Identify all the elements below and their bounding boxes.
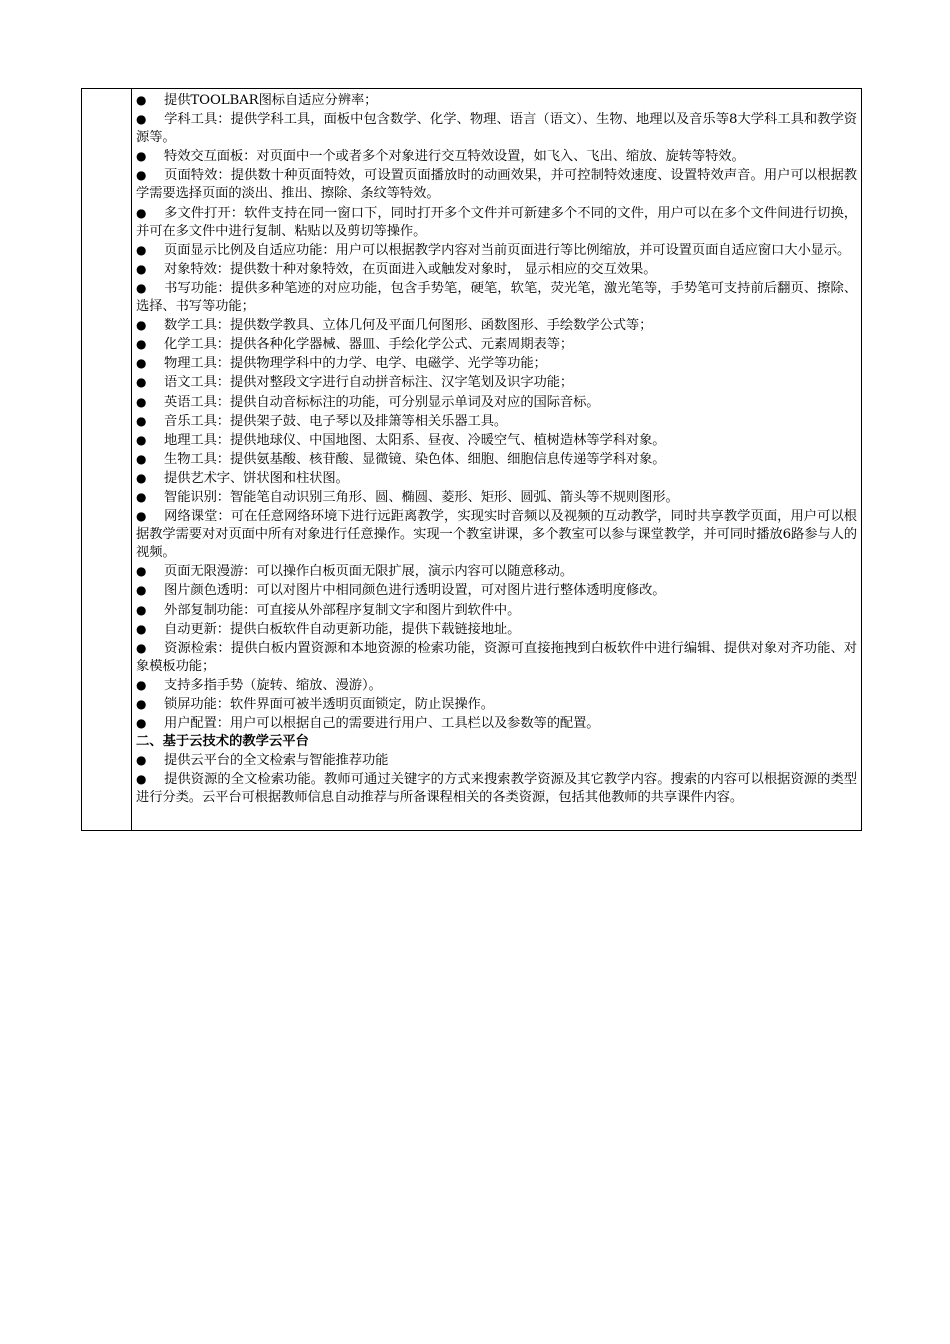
list-item-text: 页面无限漫游：可以操作白板页面无限扩展，演示内容可以随意移动。 bbox=[164, 564, 574, 580]
list-item-text: 支持多指手势（旋转、缩放、漫游）。 bbox=[164, 677, 382, 693]
bullet-icon: ● bbox=[136, 318, 147, 333]
list-item-text: 书写功能：提供多种笔迹的对应功能，包含手势笔，硬笔，软笔，荧光笔，激光笔等，手势笔可支持前后翻页、擦除、选择、书写等功能； bbox=[136, 280, 857, 315]
bullet-icon: ● bbox=[136, 375, 147, 390]
column-divider bbox=[131, 89, 132, 830]
list-item-text: 生物工具：提供氨基酸、核苷酸、显微镜、染色体、细胞、细胞信息传递等学科对象。 bbox=[164, 451, 666, 467]
bullet-icon: ● bbox=[136, 697, 147, 711]
list-item-text: 对象特效：提供数十种对象特效，在页面进入或触发对象时， 显示相应的交互效果。 bbox=[164, 261, 657, 277]
bullet-icon: ● bbox=[136, 205, 147, 220]
list-item bbox=[136, 110, 857, 147]
list-item-text: 自动更新：提供白板软件自动更新功能，提供下载链接地址。 bbox=[164, 621, 521, 637]
bullet-icon: ● bbox=[136, 772, 147, 787]
bullet-icon: ● bbox=[136, 280, 147, 295]
list-item-text: 英语工具：提供自动音标标注的功能，可分别显示单词及对应的国际音标。 bbox=[164, 394, 600, 410]
bullet-icon: ● bbox=[136, 564, 147, 579]
list-item bbox=[136, 354, 857, 373]
list-item-text: 提供艺术字、饼状图和柱状图。 bbox=[164, 470, 349, 486]
list-item bbox=[136, 204, 857, 241]
list-item bbox=[136, 335, 857, 354]
bullet-icon: ● bbox=[136, 149, 147, 164]
section-heading: 二、基于云技术的教学云平台 bbox=[136, 734, 309, 750]
bullet-icon: ● bbox=[136, 489, 147, 504]
bullet-icon: ● bbox=[136, 168, 147, 183]
list-item bbox=[136, 601, 857, 620]
bullet-icon: ● bbox=[136, 242, 147, 257]
list-item-text: 提供云平台的全文检索与智能推荐功能 bbox=[164, 753, 389, 769]
bullet-icon: ● bbox=[136, 356, 147, 371]
bullet-icon: ● bbox=[136, 621, 147, 636]
bullet-icon: ● bbox=[136, 112, 147, 127]
bullet-icon: ● bbox=[136, 451, 147, 466]
list-item-text: 智能识别：智能笔自动识别三角形、圆、椭圆、菱形、矩形、圆弧、箭头等不规则图形。 bbox=[164, 489, 679, 505]
bullet-icon: ● bbox=[136, 602, 147, 617]
list-item bbox=[136, 91, 857, 110]
bullet-icon: ● bbox=[136, 640, 147, 655]
list-item bbox=[136, 412, 857, 431]
list-item-text: 化学工具：提供各种化学器械、器皿、手绘化学公式、元素周期表等； bbox=[164, 337, 574, 353]
list-item-text: 外部复制功能：可直接从外部程序复制文字和图片到软件中。 bbox=[164, 602, 521, 618]
list-item bbox=[136, 241, 857, 260]
list-item-text: 地理工具：提供地球仪、中国地图、太阳系、昼夜、冷暖空气、植树造林等学科对象。 bbox=[164, 432, 666, 448]
list-item bbox=[136, 714, 857, 733]
list-item-text: 物理工具：提供物理学科中的力学、电学、电磁学、光学等功能； bbox=[164, 356, 547, 372]
list-item-text: 学科工具：提供学科工具，面板中包含数学、化学、物理、语言（语文）、生物、地理以及音乐等8大学科工具和教学资源等。 bbox=[136, 112, 857, 146]
list-item bbox=[136, 260, 857, 279]
list-item bbox=[136, 676, 857, 695]
bullet-icon: ● bbox=[136, 716, 147, 731]
list-item-text: 提供资源的全文检索功能。教师可通过关键字的方式来搜索教学资源及其它教学内容。搜索的内容可以根据资源的类型进行分类。云平台可根据教师信息自动推荐与所备课程相关的各类资源，包括其他教师的共享课件内容。 bbox=[136, 772, 857, 806]
spec-content bbox=[136, 91, 857, 808]
list-item bbox=[136, 393, 857, 412]
bullet-icon: ● bbox=[136, 337, 147, 352]
list-item bbox=[136, 450, 857, 469]
bullet-icon: ● bbox=[136, 583, 147, 598]
list-item bbox=[136, 279, 857, 316]
bullet-icon: ● bbox=[136, 470, 147, 485]
list-item bbox=[136, 695, 857, 714]
list-item-text: 锁屏功能：软件界面可被半透明页面锁定，防止误操作。 bbox=[164, 697, 494, 712]
bullet-icon: ● bbox=[136, 677, 147, 692]
bullet-icon: ● bbox=[136, 432, 147, 447]
list-item-text: 资源检索：提供白板内置资源和本地资源的检索功能，资源可直接拖拽到白板软件中进行编辑、提供对象对齐功能、对象模板功能； bbox=[136, 640, 857, 674]
list-item bbox=[136, 639, 857, 676]
list-item-text: 页面特效：提供数十种页面特效，可设置页面播放时的动画效果，并可控制特效速度、设置特效声音。用户可以根据教学需要选择页面的淡出、推出、擦除、条纹等特效。 bbox=[136, 168, 857, 202]
list-item-text: 音乐工具：提供架子鼓、电子琴以及排箫等相关乐器工具。 bbox=[164, 413, 508, 429]
list-item bbox=[136, 316, 857, 335]
list-item-text: 特效交互面板：对页面中一个或者多个对象进行交互特效设置，如飞入、飞出、缩放、旋转等特效。 bbox=[164, 149, 745, 165]
bullet-icon: ● bbox=[136, 753, 147, 768]
list-item-text: 用户配置：用户可以根据自己的需要进行用户、工具栏以及参数等的配置。 bbox=[164, 716, 600, 732]
list-item bbox=[136, 581, 857, 600]
list-item-text: 提供TOOLBAR图标自适应分辨率； bbox=[164, 93, 378, 108]
list-item bbox=[136, 562, 857, 581]
list-item bbox=[136, 507, 857, 562]
list-item bbox=[136, 431, 857, 450]
list-item bbox=[136, 751, 857, 770]
bullet-icon: ● bbox=[136, 509, 147, 524]
bullet-icon: ● bbox=[136, 413, 147, 428]
list-item-text: 数学工具：提供数学教具、立体几何及平面几何图形、函数图形、手绘数学公式等； bbox=[164, 318, 653, 334]
list-item-text: 网络课堂：可在任意网络环境下进行远距离教学，实现实时音频以及视频的互动教学，同时共享教学页面，用户可以根据教学需要对对页面中所有对象进行任意操作。实现一个教室讲课，多个教室可以参与课堂教学，并可同时播放6路参与人的视频。 bbox=[136, 509, 857, 561]
list-item bbox=[136, 166, 857, 203]
bullet-icon: ● bbox=[136, 394, 147, 409]
list-item bbox=[136, 488, 857, 507]
list-item bbox=[136, 147, 857, 166]
bullet-icon: ● bbox=[136, 93, 147, 107]
bullet-icon: ● bbox=[136, 261, 147, 276]
list-item bbox=[136, 469, 857, 488]
list-item bbox=[136, 373, 857, 392]
list-item-text: 语文工具：提供对整段文字进行自动拼音标注、汉字笔划及识字功能； bbox=[164, 375, 574, 391]
list-item bbox=[136, 620, 857, 639]
spec-table bbox=[81, 88, 862, 831]
list-item-text: 页面显示比例及自适应功能：用户可以根据教学内容对当前页面进行等比例缩放，并可设置页面自适应窗口大小显示。 bbox=[164, 242, 851, 258]
list-item bbox=[136, 770, 857, 807]
list-item-text: 图片颜色透明：可以对图片中相同颜色进行透明设置，可对图片进行整体透明度修改。 bbox=[164, 583, 666, 599]
list-item-text: 多文件打开：软件支持在同一窗口下，同时打开多个文件并可新建多个不同的文件，用户可以在多个文件间进行切换，并可在多文件中进行复制、粘贴以及剪切等操作。 bbox=[136, 205, 857, 239]
